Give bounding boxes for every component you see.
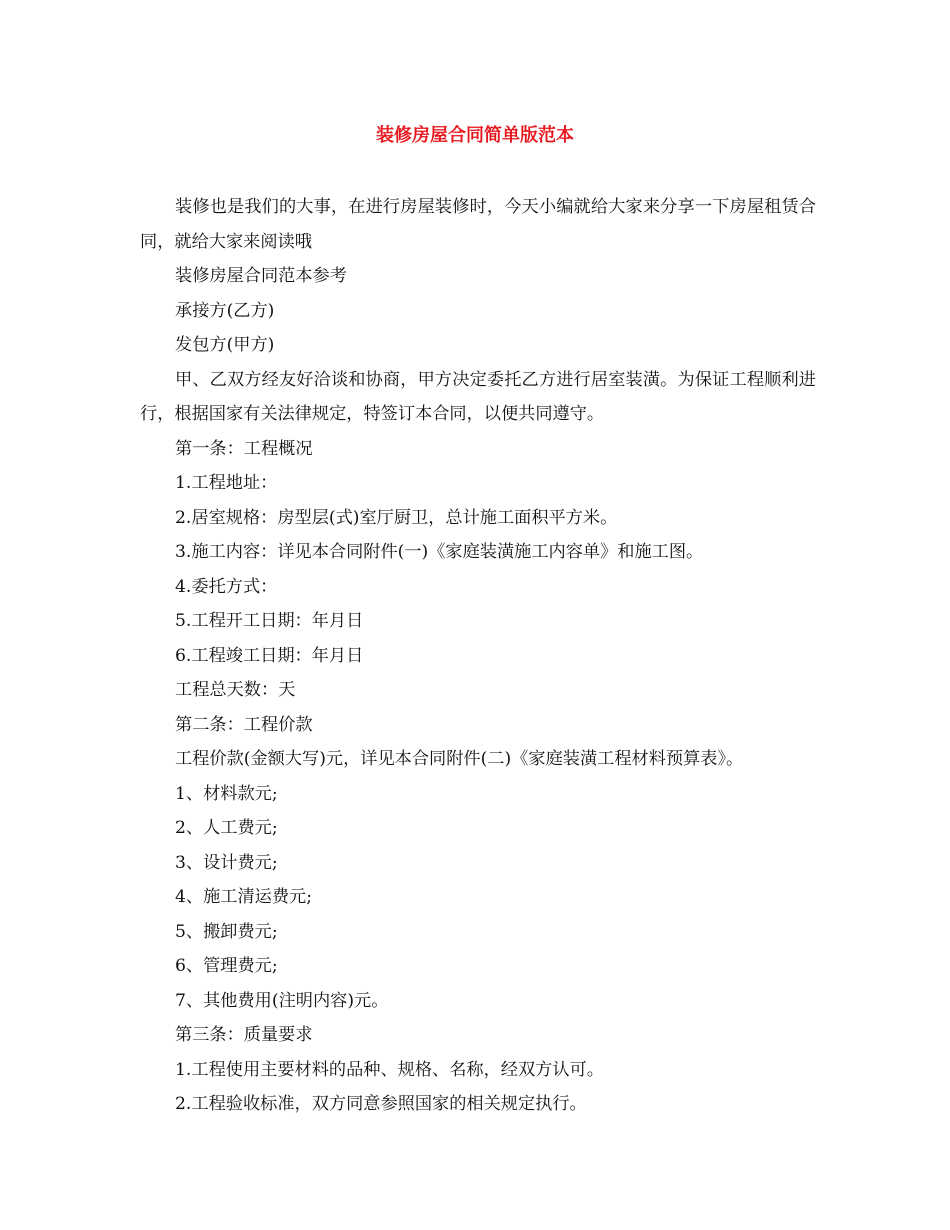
article-2-price: 工程价款(金额大写)元，详见本合同附件(二)《家庭装潢工程材料预算表》。 bbox=[175, 749, 744, 769]
paragraph-client: 发包方(甲方) bbox=[175, 335, 275, 355]
article-1-item-4: 4.委托方式： bbox=[175, 576, 278, 597]
article-2-item-2: 2、人工费元; bbox=[175, 818, 278, 838]
article-1-item-1: 1.工程地址： bbox=[175, 473, 278, 493]
document-body bbox=[140, 190, 816, 1122]
article-3-heading: 第三条：质量要求 bbox=[175, 1025, 313, 1045]
article-1-item-5: 5.工程开工日期：年月日 bbox=[175, 611, 364, 631]
article-2-item-1: 1、材料款元; bbox=[175, 783, 278, 804]
article-2-item-3: 3、设计费元; bbox=[175, 852, 278, 873]
paragraph-intro: 装修也是我们的大事，在进行房屋装修时，今天小编就给大家来分享一下房屋租赁合同，就给大家来阅读哦 bbox=[140, 197, 816, 252]
article-1-item-2: 2.居室规格：房型层(式)室厅厨卫，总计施工面积平方米。 bbox=[175, 507, 618, 528]
article-2-item-5: 5、搬卸费元; bbox=[175, 921, 278, 942]
article-1-item-3: 3.施工内容：详见本合同附件(一)《家庭装潢施工内容单》和施工图。 bbox=[175, 542, 704, 562]
article-2-item-6: 6、管理费元; bbox=[175, 956, 278, 976]
document-title: 装修房屋合同简单版范本 bbox=[376, 125, 574, 146]
article-1-total-days: 工程总天数：天 bbox=[175, 680, 296, 700]
paragraph-contractor: 承接方(乙方) bbox=[175, 300, 275, 321]
article-2-heading: 第二条：工程价款 bbox=[175, 714, 313, 735]
article-2-item-7: 7、其他费用(注明内容)元。 bbox=[175, 990, 389, 1011]
paragraph-contract-heading: 装修房屋合同范本参考 bbox=[175, 266, 347, 286]
article-3-item-1: 1.工程使用主要材料的品种、规格、名称，经双方认可。 bbox=[175, 1059, 604, 1080]
article-1-item-6: 6.工程竣工日期：年月日 bbox=[175, 645, 364, 666]
paragraph-preamble: 甲、乙双方经友好洽谈和协商，甲方决定委托乙方进行居室装潢。为保证工程顺利进行，根据国家有关法律规定，特签订本合同，以便共同遵守。 bbox=[140, 369, 816, 424]
article-3-item-2: 2.工程验收标准，双方同意参照国家的相关规定执行。 bbox=[175, 1094, 587, 1114]
article-2-item-4: 4、施工清运费元; bbox=[175, 887, 313, 907]
article-1-heading: 第一条：工程概况 bbox=[175, 438, 313, 459]
